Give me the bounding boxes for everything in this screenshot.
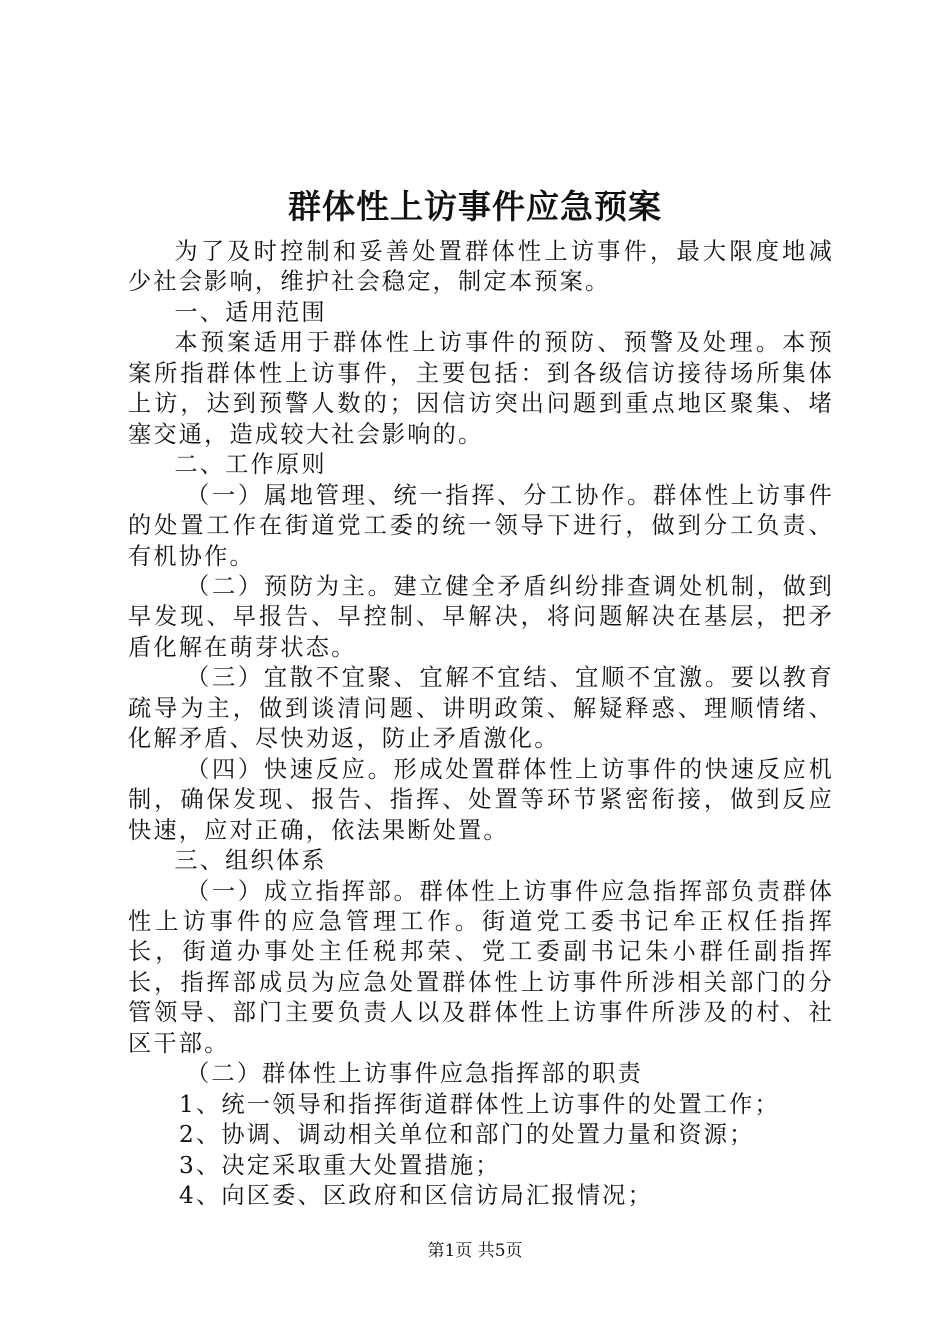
document-body	[128, 237, 834, 1212]
principle-3-paragraph: （三）宜散不宜聚、宜解不宜结、宜顺不宜激。要以教育疏导为主，做到谈清问题、讲明政策、解疑释惑、理顺情绪、化解矛盾、尽快劝返，防止矛盾激化。	[128, 664, 834, 753]
organization-2-heading: （二）群体性上访事件应急指挥部的职责	[186, 1060, 643, 1088]
duty-list-item: 4、向区委、区政府和区信访局汇报情况；	[179, 1182, 653, 1210]
duty-list-item: 1、统一领导和指挥街道群体性上访事件的处置工作；	[179, 1090, 780, 1118]
scope-paragraph: 本预案适用于群体性上访事件的预防、预警及处理。本预案所指群体性上访事件，主要包括：到各级信访接待场所集体上访，达到预警人数的；因信访突出问题到重点地区聚集、堵塞交通，造成较大社会影响的。	[128, 329, 834, 448]
duty-list-item: 2、协调、调动相关单位和部门的处置力量和资源；	[179, 1121, 755, 1149]
section-heading-scope: 一、适用范围	[174, 298, 327, 326]
principle-4-paragraph: （四）快速反应。形成处置群体性上访事件的快速反应机制，确保发现、报告、指挥、处置等环节紧密衔接，做到反应快速，应对正确，依法果断处置。	[128, 755, 834, 844]
organization-1-paragraph: （一）成立指挥部。群体性上访事件应急指挥部负责群体性上访事件的应急管理工作。街道党工委书记牟正权任指挥长，街道办事处主任税邦荣、党工委副书记朱小群任副指挥长，指挥部成员为应急处置群体性上访事件所涉相关部门的分管领导、部门主要负责人以及群体性上访事件所涉及的村、社区干部。	[128, 877, 834, 1057]
principle-2-paragraph: （二）预防为主。建立健全矛盾纠纷排查调处机制，做到早发现、早报告、早控制、早解决，将问题解决在基层，把矛盾化解在萌芽状态。	[128, 572, 834, 661]
page-number-footer: 第1页 共5页	[427, 1241, 523, 1261]
principle-1-paragraph: （一）属地管理、统一指挥、分工协作。群体性上访事件的处置工作在街道党工委的统一领导下进行，做到分工负责、有机协作。	[128, 481, 834, 570]
section-heading-organization: 三、组织体系	[174, 847, 327, 875]
document-title: 群体性上访事件应急预案	[288, 187, 662, 226]
section-heading-principles: 二、工作原则	[174, 451, 327, 479]
intro-paragraph: 为了及时控制和妥善处置群体性上访事件，最大限度地减少社会影响，维护社会稳定，制定本预案。	[128, 238, 834, 296]
duty-list-item: 3、决定采取重大处置措施；	[179, 1151, 501, 1179]
